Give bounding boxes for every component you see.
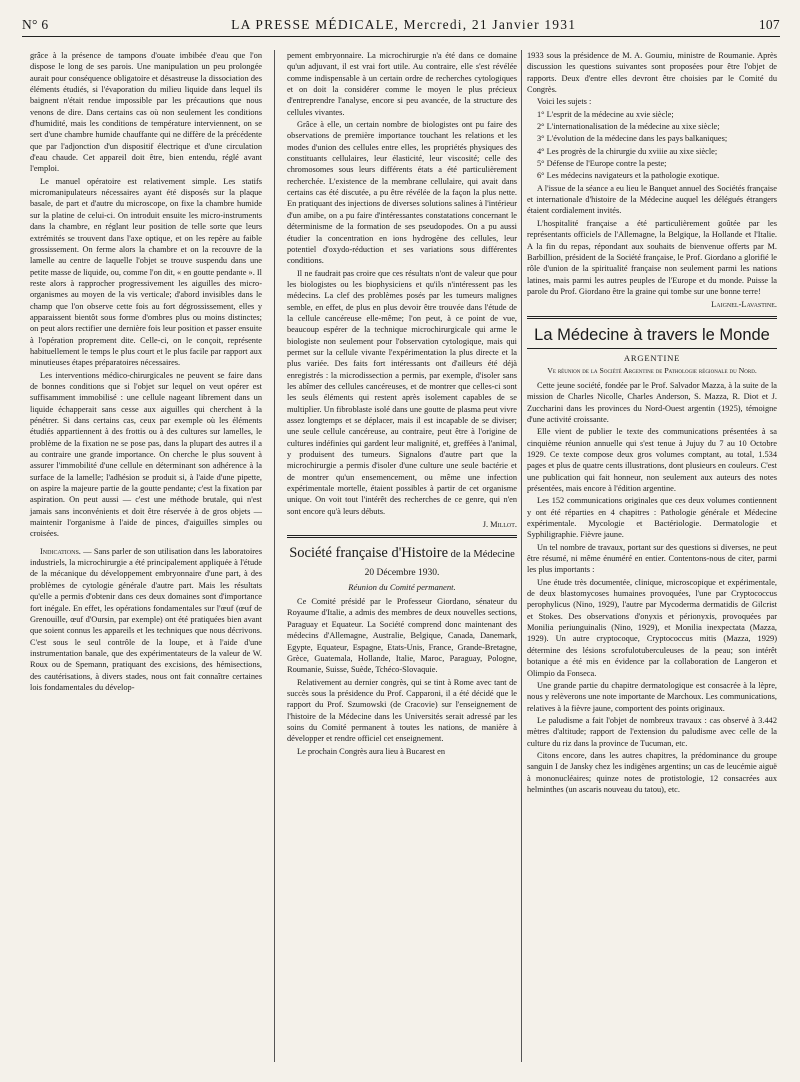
paragraph: Le manuel opératoire est relativement simple. Les statifs micromanipulateurs nécessaires ayant été disposés sur la plaque basale, de part et d'autre du microscope, on fixe la chambre humide sur la platine de celui-ci. On introduit ensuite les micro-instruments dans la chambre, en réglant leur position de telle sorte que leurs extrémités se trouvent dans l'axe optique, et on les repère au faible grossissement. On ferme alors la chambre et on la recouvre de la lamelle au centre de laquelle l'objet se trouve suspendu dans une petite masse de liquide, ou, comme l'on dit, « en goutte pendante ». Il reste alors à rapprocher progressivement les aiguilles des micro-organismes au moyen de la vis verticale; d'abord invisibles dans le champ que l'on observe cette fois au fort dégrossissement, elles y apparaissent bientôt sous forme d'ombres plus ou moins distinctes; on peut alors rectifier une dernière fois leur position et passer ensuite à l'opération proprement dite. Celle-ci, on le conçoit, représente habituellement le temps le plus court et le plus facile par rapport aux minutieuses étapes préparatoires nécessaires. bbox=[30, 176, 262, 368]
indications-text: — Sans parler de son utilisation dans les laboratoires industriels, la microchirurgie a été principalement appliquée à l'étude de la mécanique du développement embryonnaire d'une part, à des problèmes de cytologie générale d'autre part. Mais les résultats qu'elle a permis d'obtenir dans ces deux domaines sont d'importance fort inégale. En effet, les opérations fondamentales sur l'œuf (œuf de Grenouille, œuf d'Oursin, par exemple) ont été pratiquées bien avant que soient connus les appareils et les techniques que nous décrivons. C'est sous le seul contrôle de la loupe, et à l'aide d'une instrumentation banale, que des expérimentateurs de la valeur de W. Roux ou de Spemann, pratiquant des excisions, des hémisections, des cautérisations, à divers stades, nous ont fait connaître certaines lois fondamentales du dévelop- bbox=[30, 546, 262, 692]
page-number: 107 bbox=[758, 17, 780, 32]
paragraph: L'hospitalité française a été particulièrement goûtée par les représentants officiels de l'Allemagne, la Belgique, la Hollande et l'Italie. A la fin du repas, répondant aux souhaits de bienvenue offerts par M. Barbillion, président de la Société française, le Prof. Giordano a glorifié le rôle d'union de la spiritualité française non seulement parmi les nations latines, mais parmi les autres peuples de l'Europe et du monde. Puisse la parole du Prof. Giordano être la graine qui tombe sur une bonne terre! bbox=[527, 218, 777, 296]
meeting-date: 20 Décembre 1930. bbox=[364, 568, 440, 579]
column-divider bbox=[274, 50, 275, 1062]
section-rule bbox=[287, 537, 517, 538]
paragraph: Les 152 communications originales que ces deux volumes contiennent y ont été réparties en 4 chapitres : Pathologie générale et Médecine expérimentale. Mycologie et Bactériologie. Dermatologie et Syphiligraphie. Fièvre jaune. bbox=[527, 496, 777, 540]
paragraph: Le paludisme a fait l'objet de nombreux travaux : cas observé à 3.442 mètres d'altitude; rapport de l'extension du paludisme avec celle de la culture du riz dans la province de Tucuman, etc. bbox=[527, 715, 777, 748]
paragraph: Elle vient de publier le texte des communications présentées à sa cinquième réunion annuelle qui s'est tenue à Jujuy du 7 au 10 Octobre 1929. Ce texte compose deux gros volumes comptant, au total, 1.534 pages et plus de quatre cents illustrations, dont plusieurs en couleurs. C'est une publication qui fait honneur, non seulement aux auteurs des notes présentées, mais encore à l'édition argentine. bbox=[527, 427, 777, 493]
paragraph: Les interventions médico-chirurgicales ne peuvent se faire dans de bonnes conditions que si l'objet sur lequel on veut opérer est suffisamment immobilisé : une cellule nageant librement dans un liquide échapperait sans cesse aux aiguilles qui cherchent à la pénétrer. Si dans certains cas, ceux par exemple où les éléments étudiés appartiennent à des frottis ou à des cultures sur lamelles, le problème de la fixation ne se pose pas, dans la plupart des autres il a au contraire une grande importance. On cherche le plus souvent à assurer l'immobilité d'une cellule en déterminant son adhérence à la surface de la lamelle; l'adhésion se produit si, à l'aide d'une pipette, on aspire la majeure partie de la goutte pendante; c'est la fixation par aspiration. On peut aussi — c'est une méthode brutale, qui n'est jamais sans inconvénients et doit être réservée à de gros objets — maintenir l'organisme à l'aide de pinces, d'aiguilles simples ou croisées. bbox=[30, 370, 262, 539]
list-item: 3° L'évolution de la médecine dans les pays balkaniques; bbox=[537, 134, 728, 144]
paragraph: Citons encore, dans les autres chapitres, la prédominance du groupe sanguin I de Jansky chez les indigènes argentins; un cas de leucémie aiguë à mononucléaires; quinze notes de protistologie, 12 consacrées aux helminthes (un ascaris nouveau du tatou), etc. bbox=[527, 750, 777, 794]
paragraph: Ce Comité présidé par le Professeur Giordano, sénateur du Royaume d'Italie, a admis des membres de deux nouvelles sections, Paraguay et Equateur. La Société comprend donc maintenant des médecins d'Allemagne, Australie, Belgique, Canada, Danemark, Egypte, Equateur, Espagne, Etats-Unis, France, Grande-Bretagne, Grèce, Guatemala, Hollande, Italie, Maroc, Paraguay, Pologne, Roumanie, Suisse, Suède, Tchéco-Slovaquie. bbox=[287, 597, 517, 675]
country-heading: ARGENTINE bbox=[623, 352, 681, 363]
column-2 bbox=[287, 50, 517, 758]
signature-millot: J. Millot. bbox=[482, 520, 517, 530]
newspaper-title: LA PRESSE MÉDICALE, Mercredi, 21 Janvier 1931 bbox=[231, 17, 577, 32]
paragraph: Un tel nombre de travaux, portant sur des questions si diverses, ne peut être résumé, ni même énuméré en entier. Contentons-nous de citer, parmi les plus importants : bbox=[527, 542, 777, 575]
paragraph: Relativement au dernier congrès, qui se tint à Rome avec tant de succès sous la présidence du Prof. Capparoni, il a été décidé que le rapport du Prof. Szumowski (de Cracovie) sur l'enseignement de l'histoire de la Médecine dans les Universités serait adressé par les soins du Comité permanent à toutes les nations, de manière à développer et rendre officiel cet enseignement. bbox=[287, 677, 517, 744]
paragraph: A l'issue de la séance a eu lieu le Banquet annuel des Sociétés française et internationale d'histoire de la Médecine auquel les délégués étrangers étaient cordialement invités. bbox=[527, 183, 777, 216]
paragraph: Une grande partie du chapitre dermatologique est consacrée à la lèpre, nous y relèverons une note importante de Marchoux. Les communications, relatives à la fièvre jaune, comportent des points originaux. bbox=[527, 680, 777, 713]
list-item: 5° Défense de l'Europe contre la peste; bbox=[537, 159, 667, 169]
list-item: 6° Les médecins navigateurs et la pathologie exotique. bbox=[537, 171, 720, 181]
paragraph: Une étude très documentée, clinique, microscopique et expérimentale, de deux blastomycoses humaines provoquées, l'une par Cryptococcus perophylicus (Nino, 1929), l'autre par Mycoderma dermatidis de Gilcrist et Stokes. Des observations d'onyxis et périonyxis, provoquées par Monilia periunguinalis (Nino, 1929), et Monilia inexpectata (Mazza, 1929). Un autre cryptocoque, Cryptococcus mitis (Mazza, 1929) détermine des lésions scrofulotuberculeuses de la peau; son intérêt botanique a été mis en évidence par la collaboration de Langeron et Olimpio da Fonseca. bbox=[527, 577, 777, 678]
page-header bbox=[22, 14, 780, 37]
column-divider bbox=[521, 50, 522, 1062]
paragraph: pement embryonnaire. La microchirurgie n'a été dans ce domaine qu'un adjuvant, il est vrai fort utile. Au contraire, elle s'est révélée comme indispensable à un certain ordre de recherches cytologiques et on doit la considérer comme le moyen le plus précieux d'entreprendre l'analyse, encore si peu avancée, de la structure des cellules vivantes. bbox=[287, 51, 517, 117]
section-title-small: de la Médecine bbox=[448, 549, 515, 561]
section-title-main: Société française d'Histoire bbox=[289, 545, 449, 562]
signature-laignel-lavastine: Laignel-Lavastine. bbox=[711, 300, 777, 310]
list-item: 4° Les progrès de la chirurgie du xviiie au xixe siècle; bbox=[537, 146, 718, 156]
section-rule bbox=[527, 348, 777, 349]
paragraph: Cette jeune société, fondée par le Prof. Salvador Mazza, à la suite de la mission de Charles Nicolle, Charles Anderson, S. Mazza, R. Diot et J. Zuccharini dans les provinces du Nord-Ouest argentin (1925), témoigne d'une activité croissante. bbox=[527, 380, 777, 424]
section-rule bbox=[287, 535, 517, 536]
meeting-subtitle: Réunion du Comité permanent. bbox=[348, 581, 456, 592]
paragraph: grâce à la présence de tampons d'ouate imbibée d'eau que l'on dispose le long de ses parois. Une manipulation un peu prolongée aurait pour conséquence obligatoire et désastreuse la dissociation des éléments étudiés, si l'évaporation du milieu liquide dans lequel ils baignent n'était rendue impossible par les précautions que nous venons de dire. Dans certains cas où non seulement les conditions d'humidité, mais les conditions de température interviennent, on se sert d'une chambre humide chauffante qui ne diffère de la précédente que par l'adjonction d'un dispositif électrique et d'une circulation d'eau chaude. Cet appareil doit être, bien entendu, réglé avant l'emploi. bbox=[30, 51, 262, 174]
reunion-heading: Ve réunion de la Société Argentine de Pathologie régionale du Nord. bbox=[547, 365, 757, 375]
section-rule bbox=[527, 316, 777, 317]
list-item: 1° L'esprit de la médecine au xvie siècle; bbox=[537, 109, 674, 119]
section-rule bbox=[527, 318, 777, 319]
topics-list bbox=[527, 109, 777, 182]
paragraph: Il ne faudrait pas croire que ces résultats n'ont de valeur que pour les biologistes ou les biophysiciens et qu'ils n'intéressent pas les médecins. La clef des problèmes posés par les tumeurs malignes semble, en effet, de plus en plus devoir être trouvée dans l'étude de la cellule cancéreuse elle-même; l'on peut, à ce point de vue, beaucoup espérer de la technique microchirurgicale qui arme le biologiste non seulement pour l'observation cytologique, mais qui permet sur la cellule vivante l'expérimentation la plus directe et la plus variée. Des faits fort intéressants ont d'ailleurs été déjà enregistrés : la microdissection a permis, par exemple, d'isoler sans les abîmer des cellules cancéreuses, et de montrer que celles-ci sont les seuls éléments qui restent après isolement capables de se multiplier. Un fibroblaste isolé dans une goutte de plasma peut vivre assez longtemps et se déplacer, mais il est incapable de se diviser; une seule cellule cancéreuse, au contraire, peut être à l'origine de cultures indéfinies qui gardent leur malignité, et, greffées à l'animal, y produisent des tumeurs. Signalons d'autre part que la microchirurgie a permis d'isoler d'une culture une seule bactérie et de montrer qu'un ensemencement, ou même une infection expérimentale mortelle, étaient possibles à partir de cet organisme unique. On voit tout l'intérêt des recherches de ce genre, qui n'en sont encore qu'à leurs débuts. bbox=[287, 268, 517, 516]
section-title-monde: La Médecine à travers le Monde bbox=[534, 325, 770, 344]
list-item: 2° L'internationalisation de la médecine au xixe siècle; bbox=[537, 122, 720, 132]
column-1 bbox=[30, 50, 262, 694]
indications-label: Indications. bbox=[40, 546, 81, 556]
column-3 bbox=[527, 50, 777, 796]
paragraph: Le prochain Congrès aura lieu à Bucarest en bbox=[297, 746, 446, 756]
paragraph: 1933 sous la présidence de M. A. Goumiu, ministre de Roumanie. Après discussion les questions suivantes sont proposées pour être l'objet de rapports. Deux d'entre elles devront être choisies par le Comité du Congrès. bbox=[527, 51, 777, 95]
indications-paragraph bbox=[30, 546, 262, 693]
section-title-histoire bbox=[287, 544, 517, 564]
topics-intro: Voici les sujets : bbox=[537, 97, 592, 107]
issue-number: N° 6 bbox=[22, 17, 49, 32]
paragraph: Grâce à elle, un certain nombre de biologistes ont pu faire des observations de première importance touchant les relations et les modes d'union des cellules entre elles, les propriétés physiques des constituants cellulaires, leur élasticité, leur viscosité; celle des chromosomes sous leurs différents états a été particulièrement recherchée. L'existence de la membrane cellulaire, qui avait dans certains cas été discutée, a pu être révélée de la façon la plus nette. En pratiquant des injections de diverses solutions salines à l'intérieur d'un amibe, on a pu faire d'intéressantes constatations concernant le déterminisme de la formation de ses pseudopodes. On a pu aussi étudier la concentration en ions hydrogène des cellules, leur potentiel d'oxydo-réduction et ses variations sous différentes conditions. bbox=[287, 120, 517, 266]
